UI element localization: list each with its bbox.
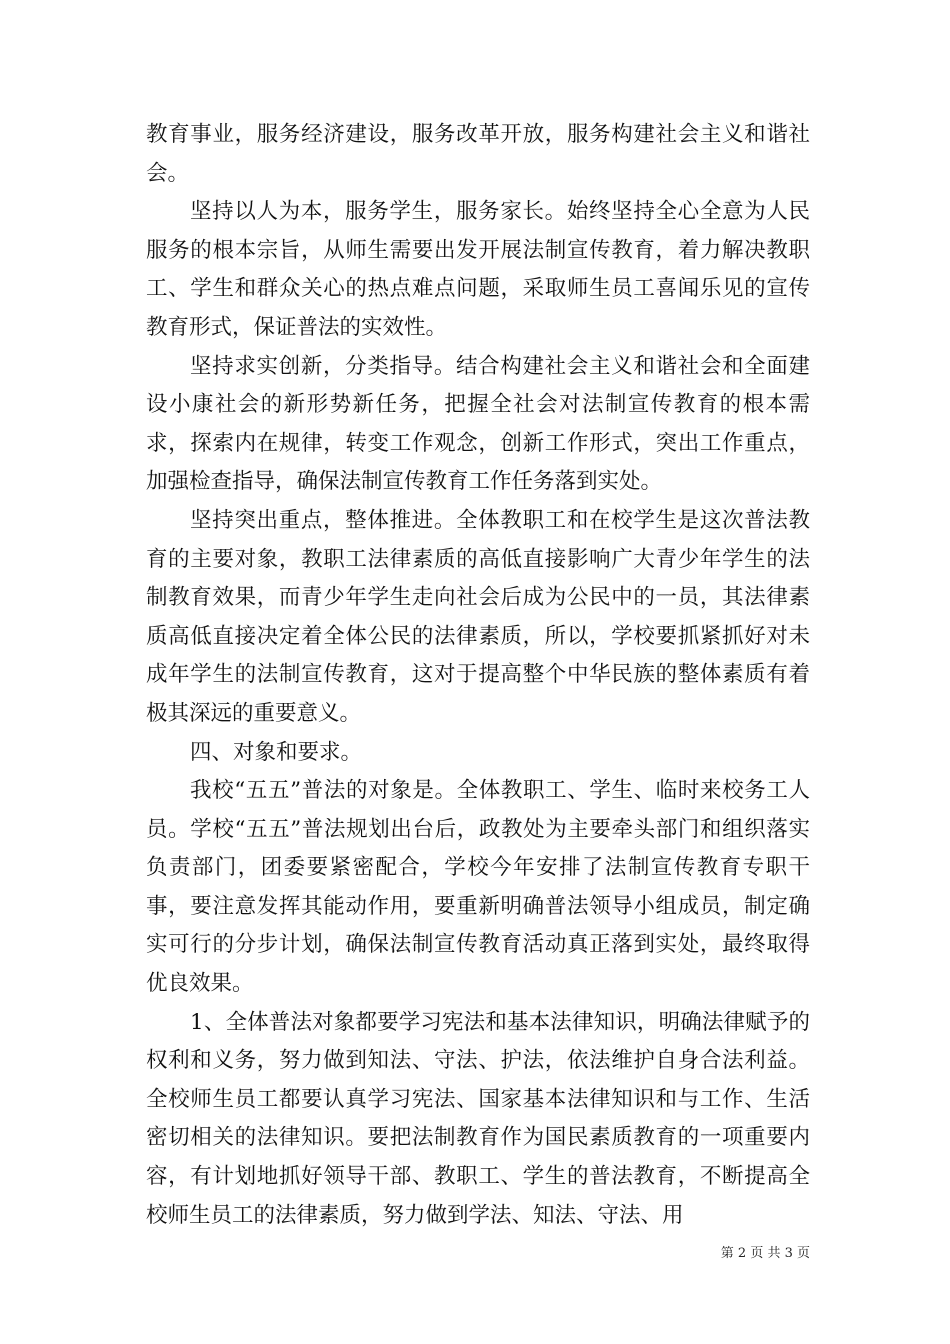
paragraph-key-focus: 坚持突出重点，整体推进。全体教职工和在校学生是这次普法教育的主要对象，教职工法律素质的高低直接影响广大青少年学生的法制教育效果，而青少年学生走向社会后成为公民中的一员，其法律素质高低直接决定着全体公民的法律素质，所以，学校要抓紧抓好对未成年学生的法制宣传教育，这对于提高整个中华民族的整体素质有着极其深远的重要意义。: [146, 507, 810, 726]
paragraph-continuation: 教育事业，服务经济建设，服务改革开放，服务构建社会主义和谐社会。: [146, 122, 810, 186]
section-heading-targets: 四、对象和要求。: [190, 739, 363, 765]
paragraph-targets: 我校“五五”普法的对象是。全体教职工、学生、临时来校务工人员。学校“五五”普法规划出台后，政教处为主要牵头部门和组织落实负责部门，团委要紧密配合，学校今年安排了法制宣传教育专职干事，要注意发挥其能动作用，要重新明确普法领导小组成员，制定确实可行的分步计划，确保法制宣传教育活动真正落到实处，最终取得优良效果。: [146, 778, 810, 997]
document-body: [146, 116, 810, 1235]
paragraph-people-oriented: 坚持以人为本，服务学生，服务家长。始终坚持全心全意为人民服务的根本宗旨，从师生需要出发开展法制宣传教育，着力解决教职工、学生和群众关心的热点难点问题，采取师生员工喜闻乐见的宣传教育形式，保证普法的实效性。: [146, 199, 810, 340]
page-number-footer: 第 2 页 共 3 页: [720, 1246, 810, 1261]
paragraph-item-1: 1、全体普法对象都要学习宪法和基本法律知识，明确法律赋予的权利和义务，努力做到知法、守法、护法，依法维护自身合法利益。全校师生员工都要认真学习宪法、国家基本法律知识和与工作、生活密切相关的法律知识。要把法制教育作为国民素质教育的一项重要内容，有计划地抓好领导干部、教职工、学生的普法教育，不断提高全校师生员工的法律素质，努力做到学法、知法、守法、用: [146, 1009, 810, 1228]
paragraph-innovation: 坚持求实创新，分类指导。结合构建社会主义和谐社会和全面建设小康社会的新形势新任务，把握全社会对法制宣传教育的根本需求，探索内在规律，转变工作观念，创新工作形式，突出工作重点，加强检查指导，确保法制宣传教育工作任务落到实处。: [146, 353, 810, 495]
